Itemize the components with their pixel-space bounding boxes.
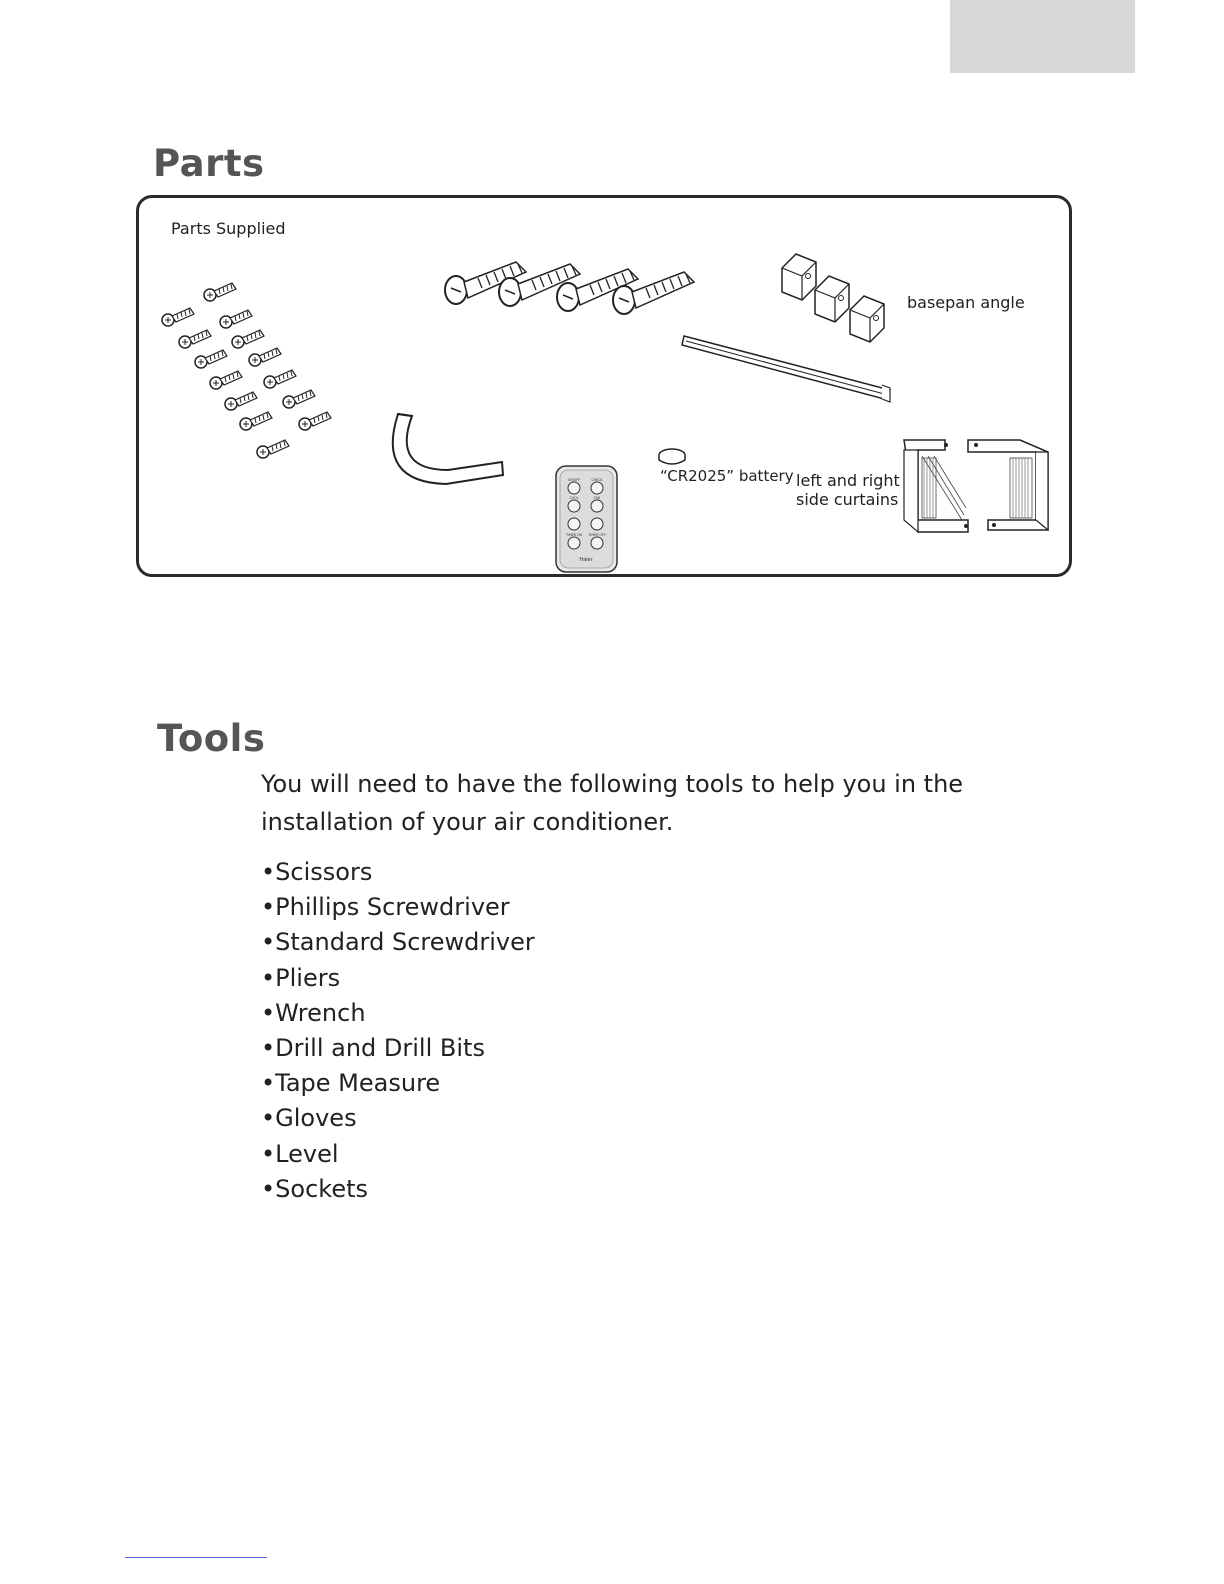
tool-item: • Scissors [261, 855, 535, 890]
remote-button-label: COOL [569, 496, 579, 500]
battery-icon [659, 449, 685, 464]
basepan-angle-label: basepan angle [907, 293, 1025, 312]
side-curtains-label: left and right side curtains [796, 471, 900, 509]
foam-seal [393, 414, 503, 484]
footer-divider [125, 1557, 267, 1558]
tools-heading: Tools [157, 717, 266, 760]
tool-item: • Sockets [261, 1172, 535, 1207]
remote-button-label: TIMER OFF [588, 533, 606, 537]
tools-intro: You will need to have the following tools to help you in the installation of your air conditioner. [261, 770, 964, 836]
remote-button-label: ON/OFF [567, 478, 581, 482]
tool-item: • Phillips Screwdriver [261, 890, 535, 925]
side-curtains [904, 440, 1048, 532]
tool-item: • Tape Measure [261, 1066, 535, 1101]
tools-list [261, 855, 535, 1207]
tool-item: • Drill and Drill Bits [261, 1031, 535, 1066]
remote-button-label: TIMER ON [566, 533, 582, 537]
battery-label: “CR2025” battery [660, 467, 794, 485]
tool-item: • Level [261, 1137, 535, 1172]
rail-strip [682, 336, 890, 402]
tool-item: • Gloves [261, 1101, 535, 1136]
parts-heading: Parts [153, 142, 265, 185]
tool-item: • Standard Screwdriver [261, 925, 535, 960]
parts-supplied-label: Parts Supplied [171, 219, 286, 238]
remote-brand: Haier [579, 557, 593, 563]
remote-button-label: CHECK [591, 478, 603, 482]
large-screws [445, 262, 694, 314]
tool-item: • Wrench [261, 996, 535, 1031]
remote-control [556, 466, 617, 572]
remote-button-label: FAN [593, 496, 601, 500]
basepan-angles [782, 254, 884, 342]
small-screws [162, 283, 331, 458]
tool-item: • Pliers [261, 961, 535, 996]
